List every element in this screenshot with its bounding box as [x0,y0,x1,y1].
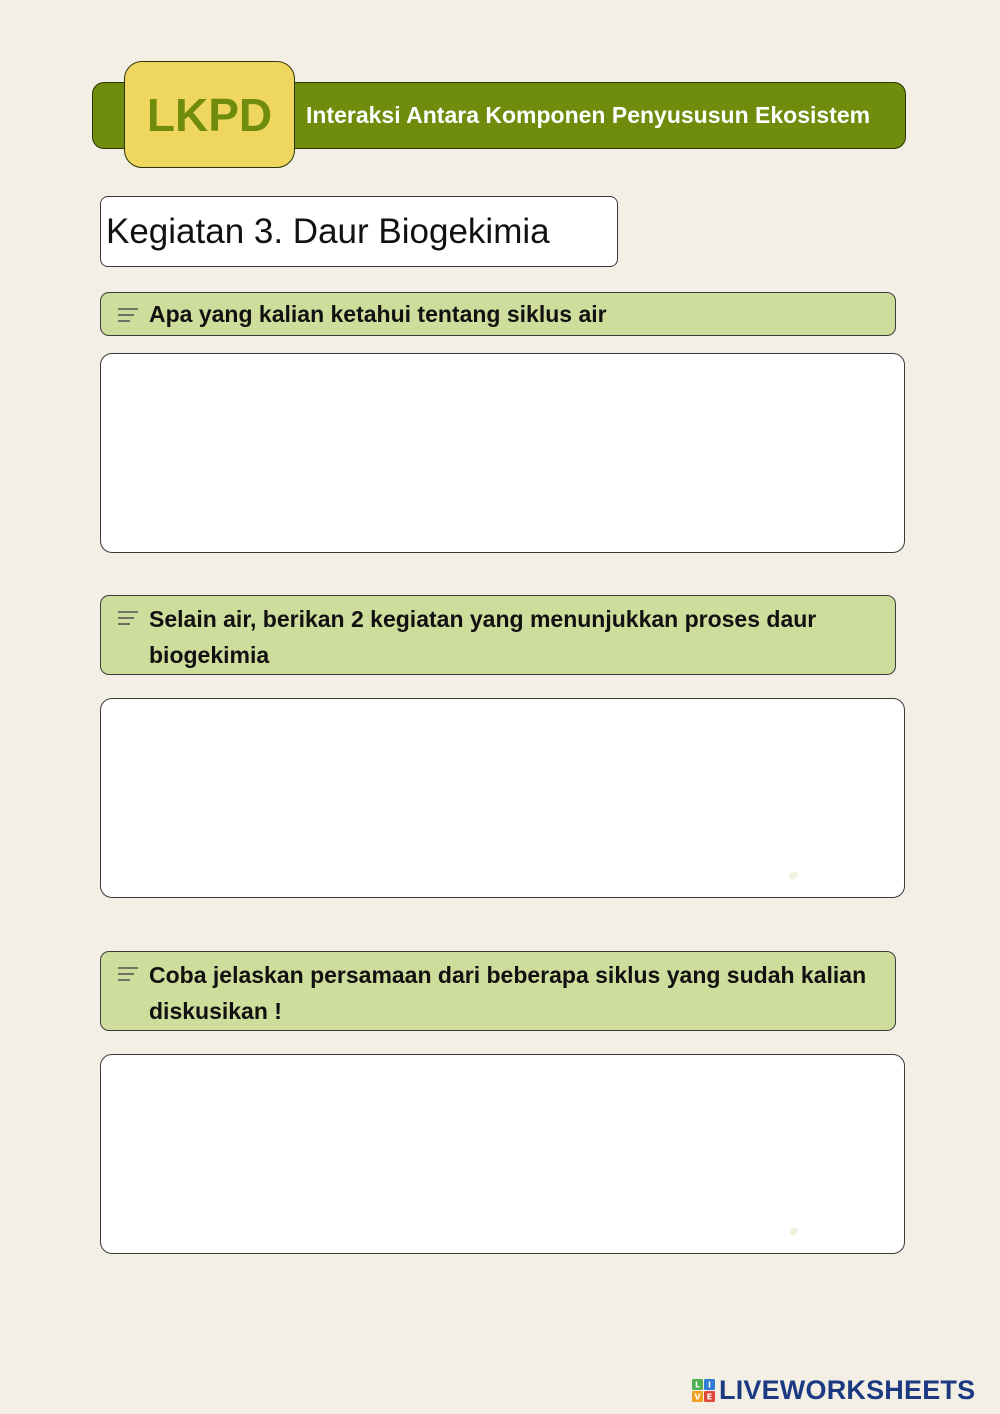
question-3 [100,951,896,1031]
answer-box-2[interactable] [100,698,905,898]
activity-title: Kegiatan 3. Daur Biogekimia [100,196,618,267]
question-2 [100,595,896,675]
logo-letter: I [708,1380,711,1389]
logo-letter: V [694,1392,701,1401]
logo-letter: E [706,1392,713,1401]
liveworksheets-brand[interactable] [692,1374,975,1406]
menu-lines-icon [118,966,138,982]
question-1 [100,292,896,336]
header-title: Interaksi Antara Komponen Penyususun Ekosistem [306,102,871,128]
answer-box-1[interactable] [100,353,905,553]
lkpd-badge: LKPD [124,61,295,168]
decorative-dot [788,870,799,881]
question-2-text: Selain air, berikan 2 kegiatan yang menunjukkan proses daur biogekimia [149,606,817,668]
logo-letter: L [694,1380,701,1389]
brand-text: LIVEWORKSHEETS [719,1374,976,1405]
menu-lines-icon [118,307,138,323]
question-3-text: Coba jelaskan persamaan dari beberapa siklus yang sudah kalian diskusikan ! [149,962,867,1024]
question-1-text: Apa yang kalian ketahui tentang siklus air [149,301,607,327]
liveworksheets-logo-icon [692,1379,715,1402]
menu-lines-icon [118,610,138,626]
answer-box-3[interactable] [100,1054,905,1254]
decorative-dot [788,1226,799,1237]
